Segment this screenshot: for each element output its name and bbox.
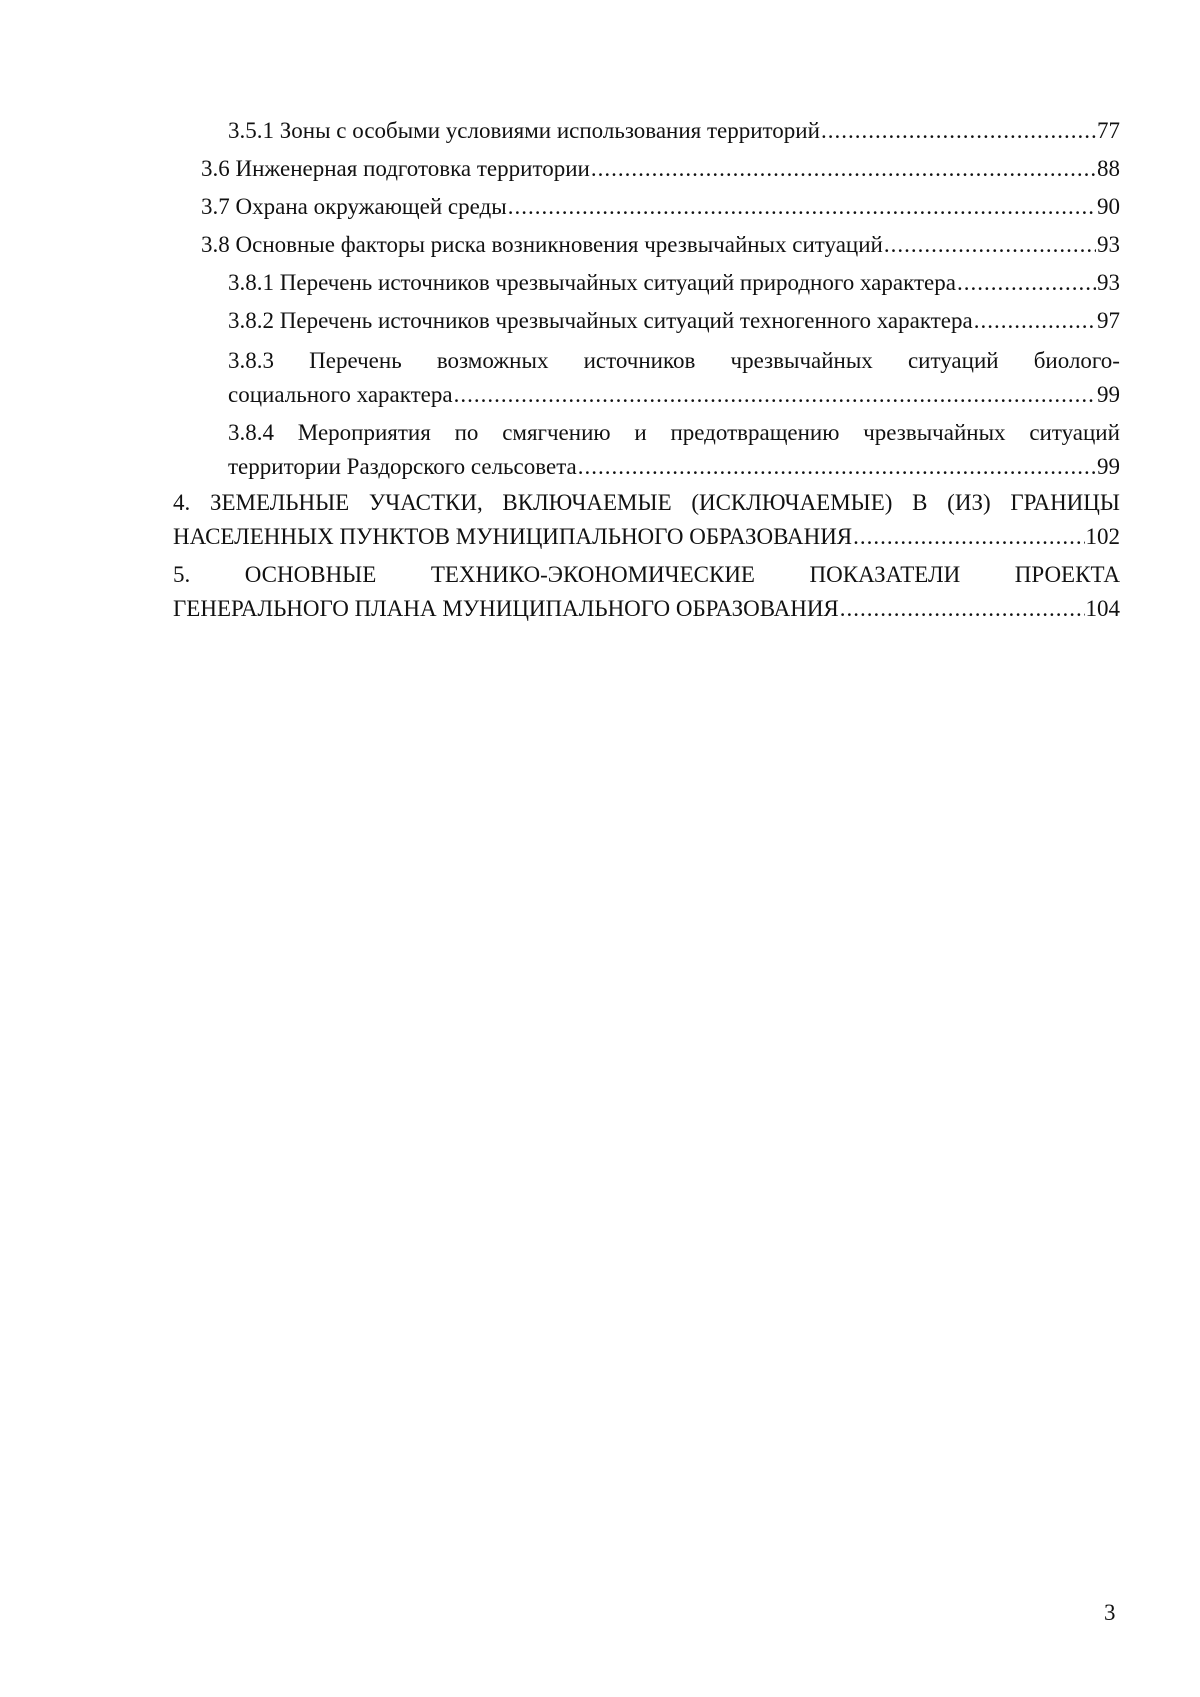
- toc-page-number: 77: [1097, 118, 1120, 143]
- toc-word: источников: [583, 348, 696, 373]
- toc-word: 3.8.3: [228, 348, 274, 373]
- toc-entry-title-line1: [173, 486, 1120, 520]
- toc-entry-4[interactable]: [173, 486, 1120, 554]
- toc-entry-title-line2: ГЕНЕРАЛЬНОГО ПЛАНА МУНИЦИПАЛЬНОГО ОБРАЗОВАНИЯ: [173, 596, 839, 621]
- toc-word: ЗЕМЕЛЬНЫЕ: [209, 490, 350, 515]
- toc-word: ГРАНИЦЫ: [1010, 490, 1120, 515]
- toc-word: и: [634, 420, 647, 445]
- toc-word: В: [912, 490, 928, 515]
- toc-page-number: 90: [1097, 194, 1120, 219]
- toc-word: Перечень: [309, 348, 402, 373]
- toc-word: ПРОЕКТА: [1014, 562, 1120, 587]
- toc-word: 4.: [173, 490, 191, 515]
- toc-page-number: 102: [1085, 524, 1120, 549]
- toc-word: ОСНОВНЫЕ: [244, 562, 377, 587]
- toc-word: ТЕХНИКО-ЭКОНОМИЧЕСКИЕ: [430, 562, 755, 587]
- toc-page-number: 99: [1097, 454, 1120, 479]
- toc-word: возможных: [436, 348, 549, 373]
- toc-leader-dots: [591, 150, 1096, 188]
- toc-word: смягчению: [502, 420, 611, 445]
- toc-entry-title-line1: [173, 558, 1120, 592]
- toc-page-number: 104: [1085, 596, 1120, 621]
- toc-word: по: [454, 420, 479, 445]
- toc-entry-title-line2: НАСЕЛЕННЫХ ПУНКТОВ МУНИЦИПАЛЬНОГО ОБРАЗОВАНИЯ: [173, 524, 853, 549]
- toc-word: (ИСКЛЮЧАЕМЫЕ): [691, 490, 893, 515]
- toc-word: чрезвычайных: [863, 420, 1006, 445]
- toc-word: 3.8.4: [228, 420, 274, 445]
- toc-entry-5[interactable]: [173, 558, 1120, 626]
- toc-leader-dots: [578, 450, 1096, 484]
- toc-page-number: 93: [1097, 232, 1120, 257]
- toc-page-number: 88: [1097, 156, 1120, 181]
- toc-entry-3-8-3[interactable]: [173, 344, 1120, 412]
- toc-entry-title-line2: территории Раздорского сельсовета: [228, 454, 577, 479]
- toc-word: ВКЛЮЧАЕМЫЕ: [502, 490, 672, 515]
- toc-word: Мероприятия: [297, 420, 431, 445]
- toc-entry-title: 3.5.1 Зоны с особыми условиями использования территорий: [228, 118, 820, 143]
- toc-leader-dots: [454, 378, 1096, 412]
- toc-word: УЧАСТКИ,: [368, 490, 483, 515]
- toc-entry-3-8[interactable]: [173, 226, 1120, 264]
- toc-entry-3-5-1[interactable]: [173, 112, 1120, 150]
- toc-page-number: 93: [1097, 270, 1120, 295]
- toc-leader-dots: [508, 188, 1096, 226]
- toc-word: биолого-: [1033, 348, 1120, 373]
- toc-entry-title-line1: [173, 416, 1120, 450]
- page-number: 3: [1104, 1600, 1116, 1625]
- toc-page-number: 99: [1097, 382, 1120, 407]
- toc-word: (ИЗ): [947, 490, 991, 515]
- toc-entry-title-line2: социального характера: [228, 382, 453, 407]
- toc-entry-3-8-4[interactable]: [173, 416, 1120, 484]
- toc-leader-dots: [974, 302, 1096, 340]
- table-of-contents: [173, 112, 1120, 626]
- toc-leader-dots: [853, 520, 1084, 554]
- toc-leader-dots: [840, 592, 1085, 626]
- toc-word: ситуаций: [1029, 420, 1120, 445]
- toc-entry-3-6[interactable]: [173, 150, 1120, 188]
- toc-leader-dots: [957, 264, 1096, 302]
- toc-entry-title-line1: [173, 344, 1120, 378]
- toc-leader-dots: [821, 112, 1096, 150]
- toc-entry-3-8-1[interactable]: [173, 264, 1120, 302]
- toc-entry-title: 3.8.2 Перечень источников чрезвычайных ситуаций техногенного характера: [228, 308, 973, 333]
- toc-entry-title: 3.8.1 Перечень источников чрезвычайных ситуаций природного характера: [228, 270, 956, 295]
- toc-entry-title: 3.6 Инженерная подготовка территории: [201, 156, 590, 181]
- toc-word: предотвращению: [670, 420, 840, 445]
- toc-leader-dots: [884, 226, 1096, 264]
- toc-entry-title: 3.8 Основные факторы риска возникновения чрезвычайных ситуаций: [201, 232, 883, 257]
- toc-entry-title: 3.7 Охрана окружающей среды: [201, 194, 507, 219]
- toc-word: ситуаций: [907, 348, 999, 373]
- toc-page-number: 97: [1097, 308, 1120, 333]
- toc-entry-3-7[interactable]: [173, 188, 1120, 226]
- toc-word: 5.: [173, 562, 191, 587]
- toc-word: ПОКАЗАТЕЛИ: [809, 562, 961, 587]
- toc-entry-3-8-2[interactable]: [173, 302, 1120, 340]
- toc-word: чрезвычайных: [730, 348, 873, 373]
